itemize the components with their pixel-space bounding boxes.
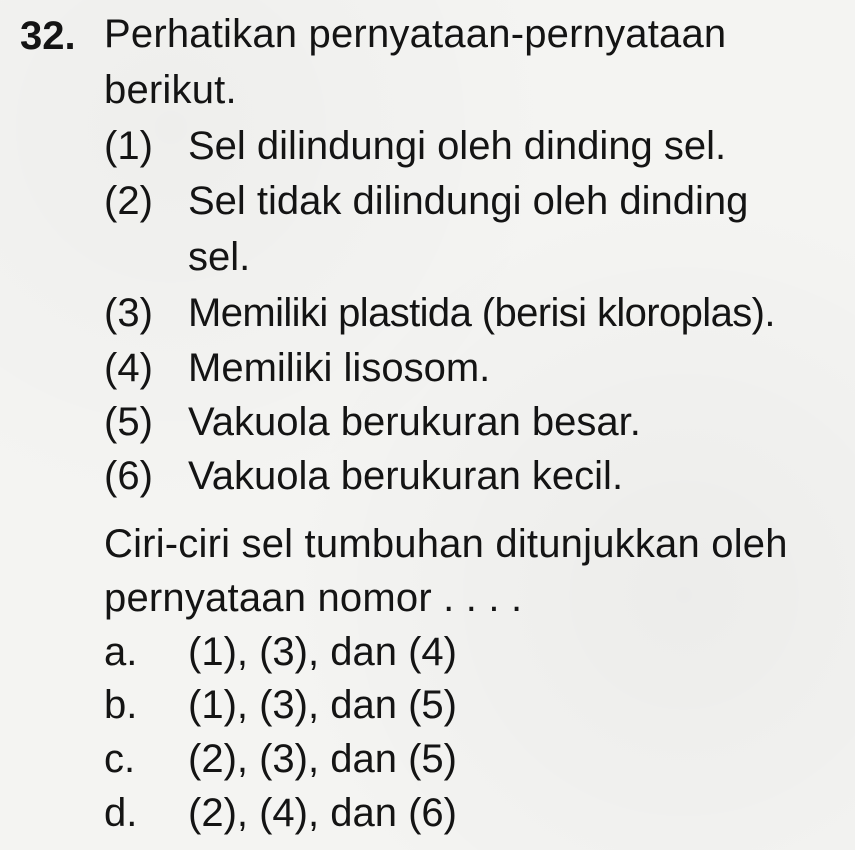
statement-2-marker: (2) [104, 179, 153, 223]
statement-1-marker: (1) [104, 124, 153, 168]
statement-5-marker: (5) [104, 400, 153, 444]
option-b-text[interactable]: (1), (3), dan (5) [188, 683, 457, 727]
statement-3-text: Memiliki plastida (berisi kloroplas). [188, 291, 775, 335]
statement-4-marker: (4) [104, 346, 153, 390]
option-c-text[interactable]: (2), (3), dan (5) [188, 737, 457, 781]
statement-4-text: Memiliki lisosom. [188, 346, 491, 390]
option-d-letter: d. [104, 791, 138, 835]
option-a-text[interactable]: (1), (3), dan (4) [188, 630, 457, 674]
statement-1-text: Sel dilindungi oleh dinding sel. [188, 124, 727, 168]
statement-6-text: Vakuola berukuran kecil. [188, 454, 624, 498]
statement-2-text: Sel tidak dilindungi oleh dinding [188, 179, 749, 223]
question-prompt-line-2: pernyataan nomor . . . . [104, 576, 523, 620]
option-d-text[interactable]: (2), (4), dan (6) [188, 791, 457, 835]
question-number: 32. [20, 14, 76, 58]
statement-6-marker: (6) [104, 454, 153, 498]
option-b-letter: b. [104, 683, 138, 727]
question-intro-line-1: Perhatikan pernyataan-pernyataan [104, 12, 727, 56]
question-prompt-line-1: Ciri-ciri sel tumbuhan ditunjukkan oleh [104, 522, 788, 566]
option-c-letter: c. [104, 737, 136, 781]
statement-3-marker: (3) [104, 291, 153, 335]
question-intro-line-2: berikut. [104, 68, 237, 112]
option-a-letter: a. [104, 630, 138, 674]
statement-5-text: Vakuola berukuran besar. [188, 400, 641, 444]
statement-2-text-continued: sel. [188, 235, 251, 279]
